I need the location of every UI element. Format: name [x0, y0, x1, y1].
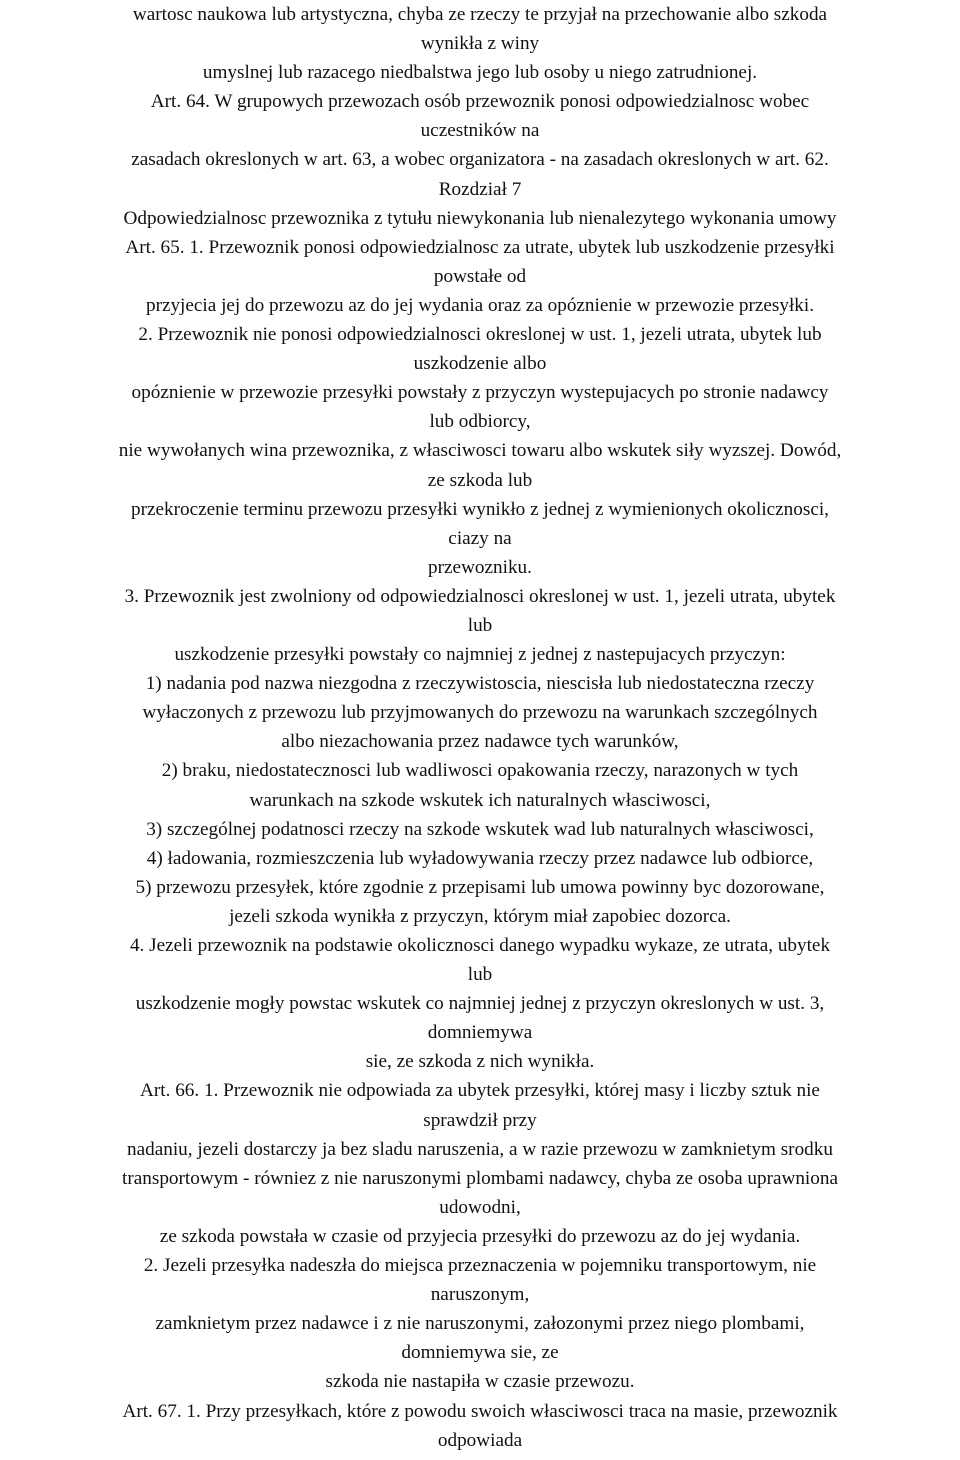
text-line: 1) nadania pod nazwa niezgodna z rzeczywistoscia, niescisła lub niedostateczna rzeczy	[145, 673, 815, 695]
text-line: Art. 65. 1. Przewoznik ponosi odpowiedzialnosc za utrate, ubytek lub uszkodzenie przesyłki	[125, 236, 835, 258]
text-line: odpowiada	[437, 1429, 523, 1451]
text-line: zamknietym przez nadawce i z nie naruszonymi, załozonymi przez niego plombami,	[155, 1313, 805, 1335]
text-line: opóznienie w przewozie przesyłki powstały z przyczyn wystepujacych po stronie nadawcy	[131, 382, 829, 404]
text-line: lub	[467, 964, 493, 986]
text-line: albo niezachowania przez nadawce tych warunków,	[281, 731, 679, 753]
text-line: sie, ze szkoda z nich wynikła.	[365, 1051, 595, 1073]
text-line: uszkodzenie przesyłki powstały co najmniej z jednej z nastepujacych przyczyn:	[174, 644, 786, 666]
text-line: domniemywa sie, ze	[401, 1342, 559, 1364]
text-line: warunkach na szkode wskutek ich naturalnych własciwosci,	[249, 789, 711, 811]
text-line: powstałe od	[433, 265, 527, 287]
text-line: transportowym - równiez z nie naruszonymi plombami nadawcy, chyba ze osoba uprawniona	[122, 1167, 838, 1189]
text-line: nadaniu, jezeli dostarczy ja bez sladu naruszenia, a w razie przewozu w zamknietym srodku	[127, 1138, 833, 1160]
text-line: 3) szczególnej podatnosci rzeczy na szkode wskutek wad lub naturalnych własciwosci,	[146, 818, 814, 840]
chapter-heading: Rozdział 7	[438, 178, 522, 200]
text-line: przyjecia jej do przewozu az do jej wydania oraz za opóznienie w przewozie przesyłki.	[145, 294, 815, 316]
text-line: szkoda nie nastapiła w czasie przewozu.	[325, 1371, 635, 1393]
text-line: uczestników na	[420, 120, 540, 142]
text-line: 2. Przewoznik nie ponosi odpowiedzialnosci okreslonej w ust. 1, jezeli utrata, ubytek lub	[138, 324, 822, 346]
text-line: domniemywa	[427, 1022, 533, 1044]
text-line: 4) ładowania, rozmieszczenia lub wyładowywania rzeczy przez nadawce lub odbiorce,	[146, 847, 814, 869]
text-line: wynikła z winy	[420, 33, 540, 55]
text-line: Art. 64. W grupowych przewozach osób przewoznik ponosi odpowiedzialnosc wobec	[150, 91, 810, 113]
text-line: udowodni,	[439, 1196, 521, 1218]
text-line: jezeli szkoda wynikła z przyczyn, którym miał zapobiec dozorca.	[229, 905, 731, 927]
text-line: ze szkoda powstała w czasie od przyjecia przesyłki do przewozu az do jej wydania.	[159, 1225, 801, 1247]
text-line: uszkodzenie mogły powstac wskutek co najmniej jednej z przyczyn okreslonych w ust. 3,	[135, 993, 825, 1015]
text-line: lub	[467, 614, 493, 636]
text-line: Art. 67. 1. Przy przesyłkach, które z powodu swoich własciwosci traca na masie, przewoznik	[122, 1400, 838, 1422]
text-line: nie wywołanych wina przewoznika, z własciwosci towaru albo wskutek siły wyzszej. Dowód,	[118, 440, 842, 462]
text-line: 3. Przewoznik jest zwolniony od odpowiedzialnosci okreslonej w ust. 1, jezeli utrata, ubytek	[124, 585, 836, 607]
text-line: 2) braku, niedostatecznosci lub wadliwosci opakowania rzeczy, narazonych w tych	[161, 760, 799, 782]
text-line: przewozniku.	[428, 556, 532, 578]
text-line: Art. 66. 1. Przewoznik nie odpowiada za ubytek przesyłki, której masy i liczby sztuk nie	[140, 1080, 820, 1102]
text-line: 5) przewozu przesyłek, które zgodnie z przepisami lub umowa powinny byc dozorowane,	[135, 876, 825, 898]
text-line: ciazy na	[448, 527, 512, 549]
text-line: 2. Jezeli przesyłka nadeszła do miejsca przeznaczenia w pojemniku transportowym, nie	[143, 1255, 817, 1277]
text-line: wartosc naukowa lub artystyczna, chyba ze rzeczy te przyjał na przechowanie albo szkoda	[132, 4, 828, 25]
text-line: zasadach okreslonych w art. 63, a wobec organizatora - na zasadach okreslonych w art. 62.	[131, 149, 829, 171]
text-line: ze szkoda lub	[427, 469, 533, 491]
text-line: umyslnej lub razacego niedbalstwa jego lub osoby u niego zatrudnionej.	[202, 62, 758, 84]
text-line: lub odbiorcy,	[429, 411, 531, 433]
text-line: uszkodzenie albo	[413, 353, 547, 375]
text-line: sprawdził przy	[423, 1109, 537, 1131]
text-line: wyłaczonych z przewozu lub przyjmowanych do przewozu na warunkach szczególnych	[142, 702, 818, 724]
text-line: przekroczenie terminu przewozu przesyłki wynikło z jednej z wymienionych okolicznosci,	[131, 498, 829, 520]
chapter-title: Odpowiedzialnosc przewoznika z tytułu niewykonania lub nienalezytego wykonania umowy	[123, 207, 837, 229]
text-line: 4. Jezeli przewoznik na podstawie okolicznosci danego wypadku wykaze, ze utrata, ubytek	[129, 935, 831, 956]
text-line: naruszonym,	[430, 1284, 530, 1306]
